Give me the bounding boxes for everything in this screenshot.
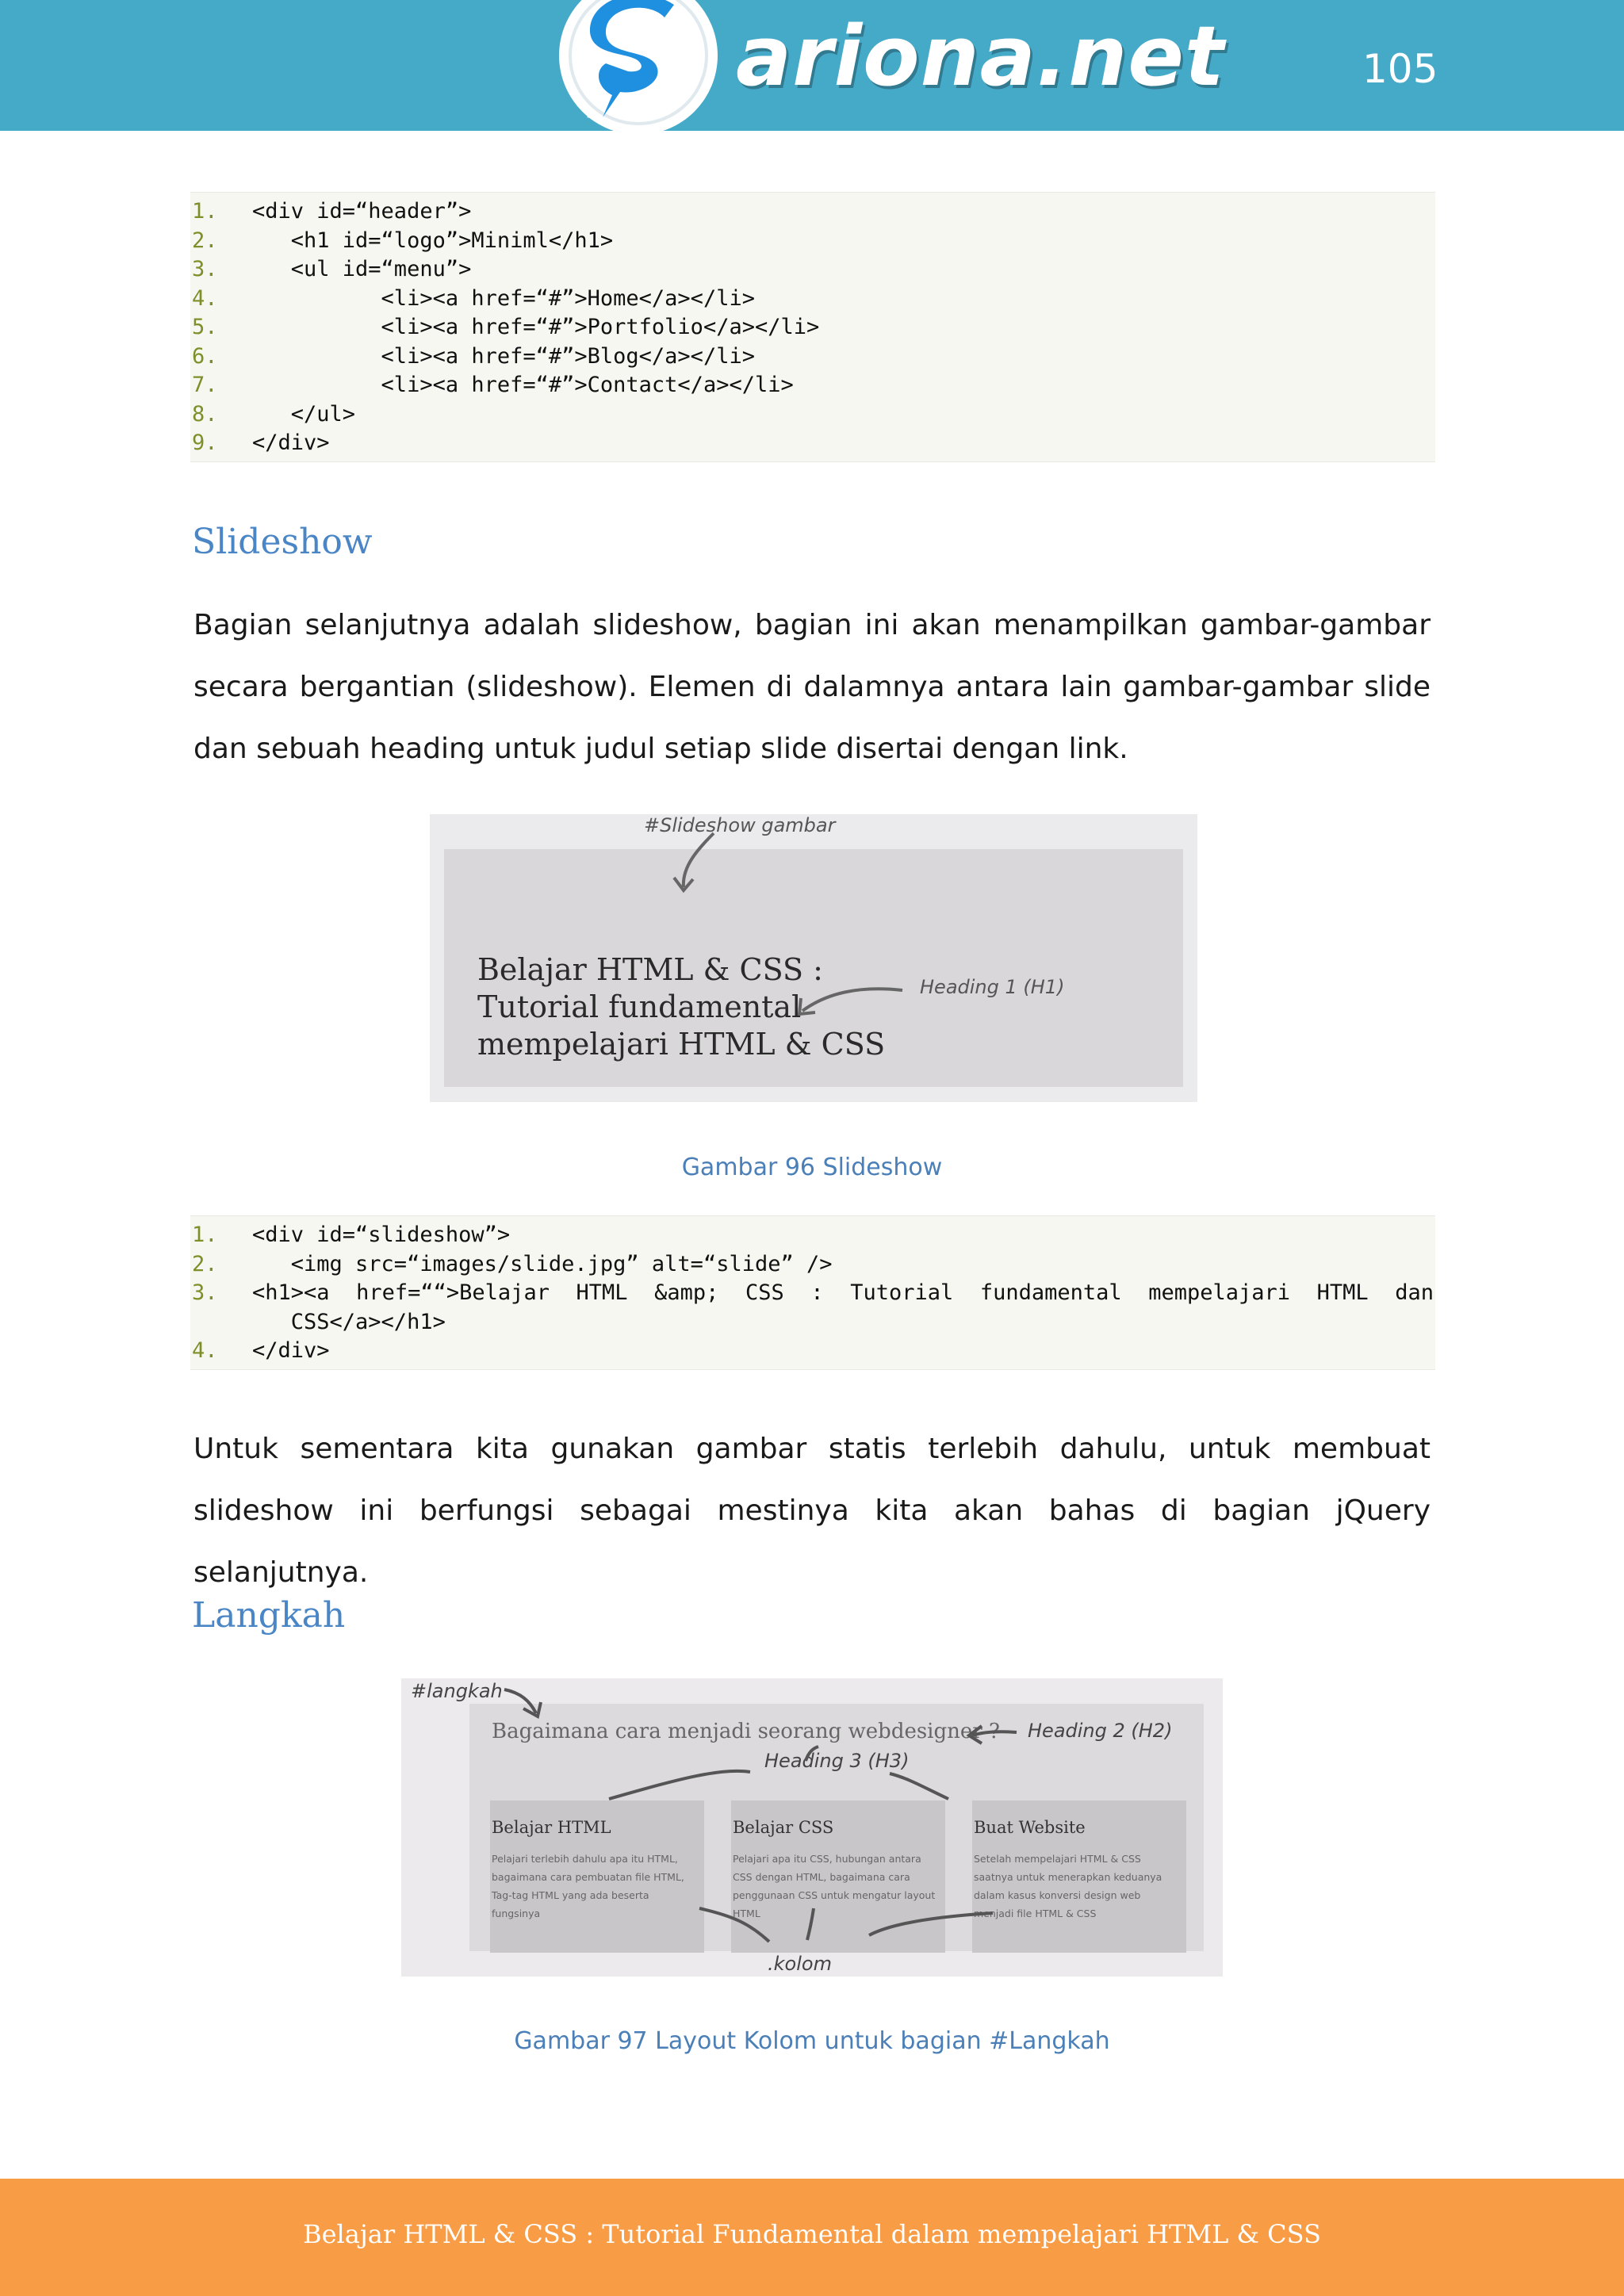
label-kolom: .kolom (768, 1953, 832, 1975)
code-line (190, 285, 1435, 314)
code-text: CSS</a></h1> (252, 1309, 446, 1334)
line-number: 1. (192, 1223, 218, 1247)
code-text: <li><a href=“#”>Portfolio</a></li> (252, 315, 820, 339)
line-number: 9. (192, 430, 218, 455)
code-line (190, 400, 1435, 430)
code-line (190, 1337, 1435, 1366)
code-line (190, 197, 1435, 227)
figure-langkah (401, 1678, 1223, 1976)
page-header (0, 0, 1624, 131)
code-line (190, 1250, 1435, 1280)
figure-caption-96: Gambar 96 Slideshow (681, 1154, 943, 1181)
slide-heading-line: Tutorial fundamental (477, 989, 802, 1024)
section-heading-langkah: Langkah (192, 1595, 346, 1636)
line-number: 2. (192, 228, 218, 253)
site-logo (555, 0, 1225, 147)
label-langkah: #langkah (411, 1680, 503, 1702)
line-number: 2. (192, 1251, 218, 1276)
slide-heading-line: Belajar HTML & CSS : (477, 952, 823, 987)
line-number: 5. (192, 315, 218, 339)
label-heading-3: Heading 3 (H3) (764, 1750, 910, 1772)
kolom-text: Setelah mempelajari HTML & CSS saatnya untuk menerapkan keduanya dalam kasus konversi design web menjadi file HTML & CSS (974, 1853, 1162, 1919)
slide-heading-line: mempelajari HTML & CSS (477, 1027, 886, 1062)
code-text: </div> (252, 1338, 330, 1363)
code-line (190, 342, 1435, 372)
footer-book-title: Belajar HTML & CSS : Tutorial Fundamental dalam mempelajari HTML & CSS (303, 2219, 1321, 2249)
slide-heading-h1 (477, 951, 885, 1063)
line-number: 4. (192, 1338, 218, 1363)
kolom-title: Belajar HTML (492, 1818, 611, 1837)
figure-slideshow (430, 814, 1197, 1102)
langkah-heading-h2: Bagaimana cara menjadi seorang webdesigner ? (492, 1720, 1000, 1743)
code-text: <img src=“images/slide.jpg” alt=“slide” /> (252, 1251, 833, 1276)
line-number: 1. (192, 199, 218, 224)
figure-caption-97: Gambar 97 Layout Kolom untuk bagian #Langkah (514, 2027, 1110, 2055)
kolom-text: Pelajari terlebih dahulu apa itu HTML, bagaimana cara pembuatan file HTML, Tag-tag HTML yang ada beserta fungsinya (492, 1853, 684, 1919)
paragraph-slideshow: Bagian selanjutnya adalah slideshow, bagian ini akan menampilkan gambar-gambar secara bergantian (slideshow). Elemen di dalamnya antara lain gambar-gambar slide dan sebuah heading untuk judul setiap slide disertai dengan link. (193, 609, 1431, 765)
code-line (190, 429, 1435, 458)
code-line (190, 371, 1435, 400)
code-text: <div id=“slideshow”> (252, 1223, 511, 1247)
kolom-title: Buat Website (974, 1818, 1086, 1837)
paragraph-static-image: Untuk sementara kita gunakan gambar statis terlebih dahulu, untuk membuat slideshow ini berfungsi sebagai mestinya kita akan bahas di bagian jQuery selanjutnya. (193, 1433, 1431, 1589)
code-text: <li><a href=“#”>Home</a></li> (252, 285, 755, 311)
line-number: 6. (192, 343, 218, 369)
code-line (190, 1279, 1435, 1308)
code-line (190, 1221, 1435, 1250)
logo-text: ariona.net (736, 8, 1225, 105)
kolom-text: Pelajari apa itu CSS, hubungan antara CSS dengan HTML, bagaimana cara penggunaan CSS untuk mengatur layout HTML (733, 1853, 936, 1919)
code-text: <h1><a href=““>Belajar HTML &amp; CSS : Tutorial fundamental mempelajari HTML dan (252, 1280, 1434, 1305)
label-slideshow-gambar: #Slideshow gambar (644, 814, 836, 836)
section-heading-slideshow: Slideshow (192, 522, 373, 562)
kolom-title: Belajar CSS (733, 1818, 834, 1837)
line-number: 8. (192, 401, 218, 427)
annotation-arrows (401, 1678, 1223, 1976)
code-text: </ul> (252, 401, 356, 427)
label-heading-1: Heading 1 (H1) (920, 976, 1065, 998)
code-text: <li><a href=“#”>Blog</a></li> (252, 343, 755, 369)
page-footer (0, 2179, 1624, 2296)
code-line (190, 313, 1435, 342)
line-number: 3. (192, 1280, 218, 1305)
line-number: 4. (192, 285, 218, 311)
label-heading-2: Heading 2 (H2) (1028, 1720, 1173, 1742)
logo-bubble-icon (555, 0, 722, 143)
line-number: 3. (192, 257, 218, 281)
code-text: </div> (252, 430, 330, 455)
code-text: <div id=“header”> (252, 199, 472, 224)
page-number: 105 (1362, 46, 1438, 92)
code-line (190, 227, 1435, 256)
code-block-header (190, 192, 1435, 462)
code-block-slideshow (190, 1215, 1435, 1370)
code-line (190, 1308, 1435, 1337)
code-text: <ul id=“menu”> (252, 257, 472, 281)
line-number: 7. (192, 373, 218, 397)
code-text: <h1 id=“logo”>Miniml</h1> (252, 228, 614, 253)
code-line (190, 255, 1435, 285)
code-text: <li><a href=“#”>Contact</a></li> (252, 373, 794, 397)
